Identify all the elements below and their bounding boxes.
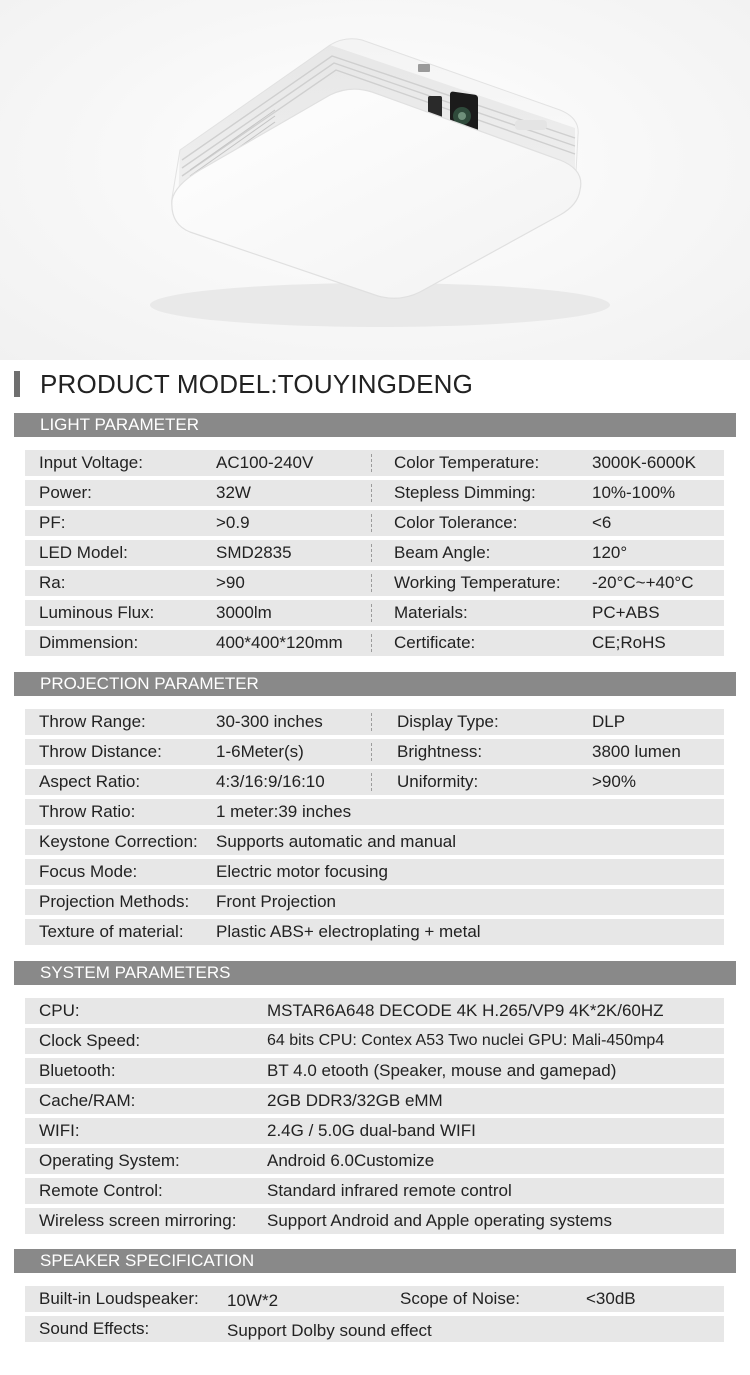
table-row [25, 1088, 724, 1114]
param-label: PF: [39, 513, 66, 532]
param-value: Support Android and Apple operating systems [267, 1211, 612, 1230]
table-row [25, 1148, 724, 1174]
param-value: PC+ABS [592, 603, 660, 622]
table-row [25, 1178, 724, 1204]
table-row [25, 540, 724, 566]
table-row [25, 1028, 724, 1054]
table-row [25, 739, 724, 765]
param-label: Keystone Correction: [39, 832, 198, 851]
param-value: 2.4G / 5.0G dual-band WIFI [267, 1121, 476, 1140]
param-value: BT 4.0 etooth (Speaker, mouse and gamepad) [267, 1061, 617, 1080]
param-value: Standard infrared remote control [267, 1181, 512, 1200]
param-label: Aspect Ratio: [39, 772, 141, 791]
column-divider [371, 604, 372, 622]
param-label: Stepless Dimming: [394, 483, 536, 502]
param-label: Texture of material: [39, 922, 184, 941]
section-header-light: LIGHT PARAMETER [14, 413, 736, 437]
param-value: <30dB [586, 1289, 636, 1308]
column-divider [371, 454, 372, 472]
param-value: >90% [592, 772, 636, 791]
product-image [0, 0, 750, 360]
table-row [25, 450, 724, 476]
param-value: 3000lm [216, 603, 272, 622]
table-row [25, 919, 724, 945]
param-value: 400*400*120mm [216, 633, 343, 652]
param-label: Throw Ratio: [39, 802, 136, 821]
table-row [25, 859, 724, 885]
param-label: Ra: [39, 573, 66, 592]
table-row [25, 799, 724, 825]
param-label: Bluetooth: [39, 1061, 116, 1080]
param-label: Color Temperature: [394, 453, 540, 472]
table-row [25, 480, 724, 506]
table-row [25, 1058, 724, 1084]
table-row [25, 1286, 724, 1312]
param-value: 30-300 inches [216, 712, 323, 731]
param-label: Materials: [394, 603, 468, 622]
param-value: 3000K-6000K [592, 453, 696, 472]
param-label: Throw Distance: [39, 742, 162, 761]
param-value: -20°C~+40°C [592, 573, 694, 592]
param-label: Throw Range: [39, 712, 146, 731]
column-divider [371, 773, 372, 791]
param-value: Front Projection [216, 892, 336, 911]
param-value: Supports automatic and manual [216, 832, 457, 851]
column-divider [371, 514, 372, 532]
param-value: CE;RoHS [592, 633, 666, 652]
param-label: Sound Effects: [39, 1319, 150, 1338]
param-label: Beam Angle: [394, 543, 491, 562]
param-label: Display Type: [397, 712, 499, 731]
param-value: AC100-240V [216, 453, 314, 472]
section-header-system: SYSTEM PARAMETERS [14, 961, 736, 985]
projector-lamp-illustration [0, 0, 750, 360]
param-value: 1 meter:39 inches [216, 802, 352, 821]
table-row [25, 1208, 724, 1234]
param-label: Color Tolerance: [394, 513, 518, 532]
product-model-heading [14, 368, 473, 400]
table-row [25, 998, 724, 1024]
param-label: Dimmension: [39, 633, 139, 652]
table-row [25, 1316, 724, 1342]
section-header-projection: PROJECTION PARAMETER [14, 672, 736, 696]
table-row [25, 1118, 724, 1144]
table-row [25, 829, 724, 855]
param-value: 3800 lumen [592, 742, 681, 761]
param-label: Certificate: [394, 633, 476, 652]
column-divider [371, 634, 372, 652]
param-value: Plastic ABS+ electroplating + metal [216, 922, 481, 941]
param-value: 10W*2 [227, 1291, 279, 1310]
param-label: WIFI: [39, 1121, 80, 1140]
table-row [25, 570, 724, 596]
param-label: Brightness: [397, 742, 483, 761]
param-label: Cache/RAM: [39, 1091, 136, 1110]
param-label: Power: [39, 483, 92, 502]
param-value: 10%-100% [592, 483, 676, 502]
param-value: DLP [592, 712, 626, 731]
param-value: 1-6Meter(s) [216, 742, 304, 761]
param-value: Support Dolby sound effect [227, 1321, 432, 1340]
param-label: Focus Mode: [39, 862, 138, 881]
param-value: 4:3/16:9/16:10 [216, 772, 325, 791]
table-row [25, 769, 724, 795]
section-header-speaker: SPEAKER SPECIFICATION [14, 1249, 736, 1273]
title-accent-bar [14, 371, 20, 397]
param-label: Scope of Noise: [400, 1289, 521, 1308]
table-row [25, 600, 724, 626]
param-label: Operating System: [39, 1151, 180, 1170]
param-value: Android 6.0Customize [267, 1151, 435, 1170]
param-label: LED Model: [39, 543, 128, 562]
column-divider [371, 574, 372, 592]
table-row [25, 709, 724, 735]
param-value: 120° [592, 543, 628, 562]
param-label: Luminous Flux: [39, 603, 155, 622]
param-value: 2GB DDR3/32GB eMM [267, 1091, 443, 1110]
param-value: >0.9 [216, 513, 250, 532]
column-divider [371, 484, 372, 502]
param-value: 64 bits CPU: Contex A53 Two nuclei GPU: Mali-450mp4 [267, 1032, 665, 1049]
param-label: CPU: [39, 1001, 80, 1020]
param-label: Clock Speed: [39, 1031, 141, 1050]
param-label: Uniformity: [397, 772, 479, 791]
param-value: SMD2835 [216, 543, 292, 562]
param-value: MSTAR6A648 DECODE 4K H.265/VP9 4K*2K/60HZ [267, 1001, 664, 1020]
param-label: Input Voltage: [39, 453, 143, 472]
param-label: Built-in Loudspeaker: [39, 1289, 199, 1308]
param-value: >90 [216, 573, 245, 592]
param-label: Working Temperature: [394, 573, 561, 592]
param-label: Remote Control: [39, 1181, 163, 1200]
param-value: Electric motor focusing [216, 862, 388, 881]
table-row [25, 889, 724, 915]
page-title: PRODUCT MODEL:TOUYINGDENG [40, 368, 474, 399]
column-divider [371, 743, 372, 761]
column-divider [371, 544, 372, 562]
param-value: <6 [592, 513, 612, 532]
param-value: 32W [216, 483, 251, 502]
column-divider [371, 713, 372, 731]
param-label: Wireless screen mirroring: [39, 1211, 237, 1230]
param-label: Projection Methods: [39, 892, 190, 911]
table-row [25, 510, 724, 536]
table-row [25, 630, 724, 656]
